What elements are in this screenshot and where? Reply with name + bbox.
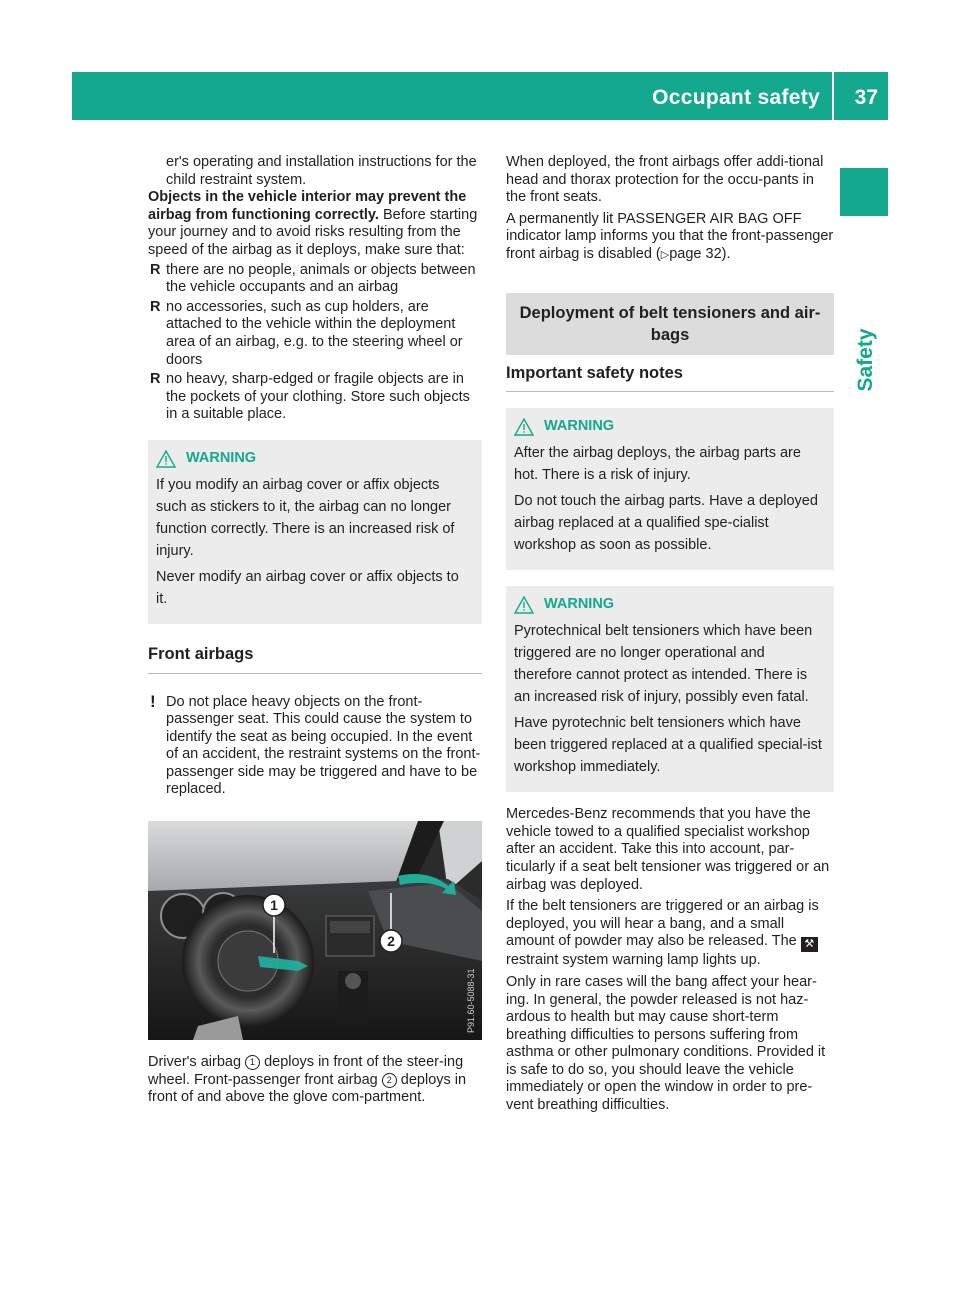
photo-code: P91.60-5088-31 [466,968,476,1034]
bullet-text: there are no people, animals or objects between the vehicle occupants and an airbag [166,261,476,296]
left-column [148,154,482,1107]
warning-triangle-icon [514,418,534,436]
bullet-text: no heavy, sharp-edged or fragile objects are in the pockets of your clothing. Store such objects in a suitable place. [166,371,470,423]
warning-header [156,450,474,468]
towing-recommendation: Mercedes-Benz recommends that you have the vehicle towed to a qualified specialist workshop after an accident. Take this into account, par-ticularly if a seat belt tensioner was triggered or an airbag was deployed. [506,806,830,893]
caption-part: deploys in front of the steer-ing wheel. Front-passenger front airbag [148,1054,464,1088]
front-airbags-heading: Front airbags [148,646,482,674]
passenger-airbag-text-end: ). [721,245,731,262]
section-side-label [846,328,886,392]
callout-ref-2: 2 [382,1073,397,1088]
warning-header [514,418,826,436]
warning-box [506,586,834,792]
warning-label: WARNING [544,418,615,435]
page-number: 37 [854,86,878,109]
page-title: Occupant safety [652,86,820,109]
warning-text: Do not touch the airbag parts. Have a deployed airbag replaced at a qualified spe-cialist workshop as soon as possible. [514,493,818,554]
header-divider [832,72,834,120]
bullet-mark: R [150,371,161,388]
health-info: Only in rare cases will the bang affect your hear-ing. In general, the powder released is not haz-ardous to health but may cause short-term breathing difficulties to persons suffering from asthma or other pulmonary conditions. Provided it is safe to do so, you should leave the vehicle immediately or open the window in order to pre-vent breathing difficulties. [506,973,826,1114]
list-item [148,262,482,297]
caption-part: Driver's airbag [148,1054,246,1071]
list-item [148,299,482,369]
caption-part: deploys in front of and above the glove com-partment. [148,1071,467,1106]
note-block [148,691,482,800]
restraint-system-warning-lamp-icon: ⚒ [801,937,818,952]
page-header [72,72,888,120]
photo-caption [148,1054,482,1107]
deployment-effects-text: If the belt tensioners are triggered or an airbag is deployed, you will hear a bang, and a small amount of powder may also be released. The [506,898,819,950]
warning-header [514,596,826,614]
warning-text: Have pyrotechnic belt tensioners which have been triggered replaced at a qualified special-ist workshop immediately. [514,715,822,776]
callout-1: 1 [270,897,278,914]
warning-box [506,408,834,570]
right-column [506,154,834,1115]
bullet-list [148,262,482,424]
warning-text: If you modify an airbag cover or affix objects such as stickers to it, the airbag can no longer function correctly. There is an increased risk of injury. [156,476,455,559]
bullet-mark: R [150,261,161,278]
callout-ref-1: 1 [245,1055,260,1070]
warning-box [148,440,482,624]
important-notes-heading: Important safety notes [506,365,834,393]
continued-text: er's operating and installation instructions for the child restraint system. [166,154,477,188]
section-title: Deployment of belt tensioners and air-bags [519,303,821,344]
warning-triangle-icon [156,450,176,468]
front-airbags-info: When deployed, the front airbags offer addi-tional head and thorax protection for the occu-pants in the front seats. [506,154,824,206]
section-side-label-text: Safety [854,328,877,392]
airbag-photo [148,821,482,1040]
bullet-mark: R [150,298,161,315]
warning-label: WARNING [544,596,615,613]
deployment-effects [506,898,834,970]
deployment-effects-text-end: restraint system warning lamp lights up. [506,952,761,969]
page-ref-arrow-icon: ▷ [660,248,670,261]
warning-label: WARNING [186,450,257,467]
warning-text: After the airbag deploys, the airbag parts are hot. There is a risk of injury. [514,445,801,484]
warning-text: Never modify an airbag cover or affix objects to it. [156,568,459,607]
bullet-text: no accessories, such as cup holders, are attached to the vehicle within the deployment area of an airbag, e.g. to the steering wheel or doors [166,298,463,368]
dashboard-illustration [148,821,482,1040]
warning-triangle-icon [514,596,534,614]
objects-text: Before starting your journey and to avoid risks resulting from the speed of the airbag as it deploys, make sure that: [148,206,478,258]
warning-text: Pyrotechnical belt tensioners which have been triggered are no longer operational and therefore cannot protect as intended. There is an increased risk of injury, possibly even fatal. [514,623,813,706]
note-text: Do not place heavy objects on the front-passenger seat. This could cause the system to identify the seat as being occupied. In the event of an accident, the restraint systems on the front-passenger side may be triggered and have to be replaced. [166,693,481,798]
list-item [148,371,482,424]
objects-heading: Objects in the vehicle interior may prevent the airbag from functioning correctly. [148,189,467,223]
passenger-airbag-off-info [506,211,834,265]
section-tab-marker [840,168,888,216]
objects-paragraph [148,189,482,259]
passenger-airbag-text: A permanently lit PASSENGER AIR BAG OFF indicator lamp informs you that the front-passenger front airbag is disabled ( [506,210,834,262]
page-ref-link[interactable]: page 32 [669,245,722,262]
note-exclamation-icon: ! [150,691,156,711]
section-title-box [506,293,834,355]
callout-2: 2 [387,933,395,950]
